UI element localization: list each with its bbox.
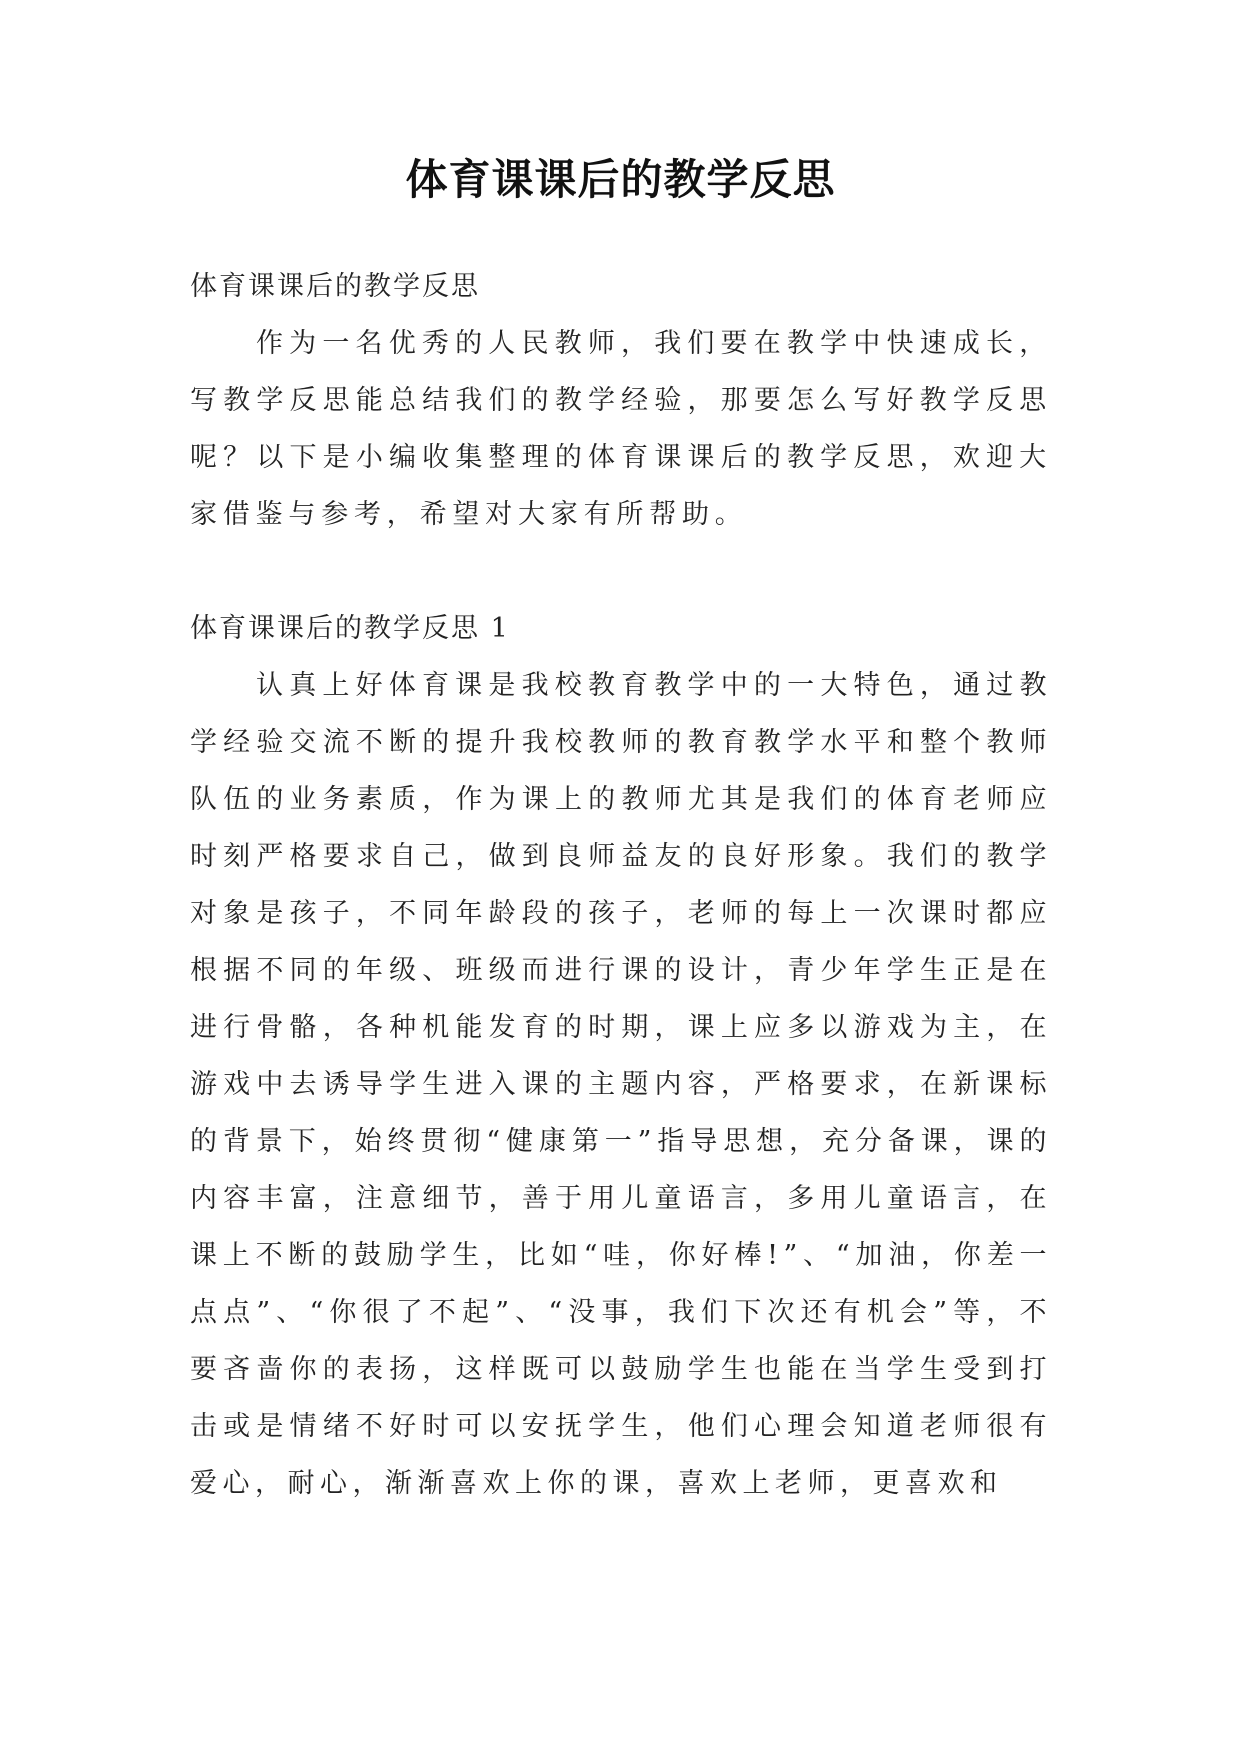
section1-heading: 体育课课后的教学反思 1 <box>190 613 510 644</box>
intro-paragraph: 作为一名优秀的人民教师，我们要在教学中快速成长，写教学反思能总结我们的教学经验，那要怎么写好教学反思呢？以下是小编收集整理的体育课课后的教学反思，欢迎大家借鉴与参考，希望对大家有所帮助。 <box>190 328 1052 530</box>
section1-paragraph: 认真上好体育课是我校教育教学中的一大特色，通过教学经验交流不断的提升我校教师的教育教学水平和整个教师队伍的业务素质，作为课上的教师尤其是我们的体育老师应时刻严格要求自己，做到良师益友的良好形象。我们的教学对象是孩子，不同年龄段的孩子，老师的每上一次课时都应根据不同的年级、班级而进行课的设计，青少年学生正是在进行骨骼，各种机能发育的时期，课上应多以游戏为主，在游戏中去诱导学生进入课的主题内容，严格要求，在新课标的背景下，始终贯彻“健康第一”指导思想，充分备课，课的内容丰富，注意细节，善于用儿童语言，多用儿童语言，在课上不断的鼓励学生，比如“哇，你好棒!”、“加油，你差一点点”、“你很了不起”、“没事，我们下次还有机会”等，不要吝啬你的表扬，这样既可以鼓励学生也能在当学生受到打击或是情绪不好时可以安抚学生，他们心理会知道老师很有爱心，耐心，渐渐喜欢上你的课，喜欢上老师，更喜欢和 <box>190 670 1052 1499</box>
document-title: 体育课课后的教学反思 <box>405 155 836 204</box>
intro-heading: 体育课课后的教学反思 <box>190 271 480 302</box>
paragraph-spacer <box>190 543 1052 600</box>
document-body <box>190 258 1052 1512</box>
